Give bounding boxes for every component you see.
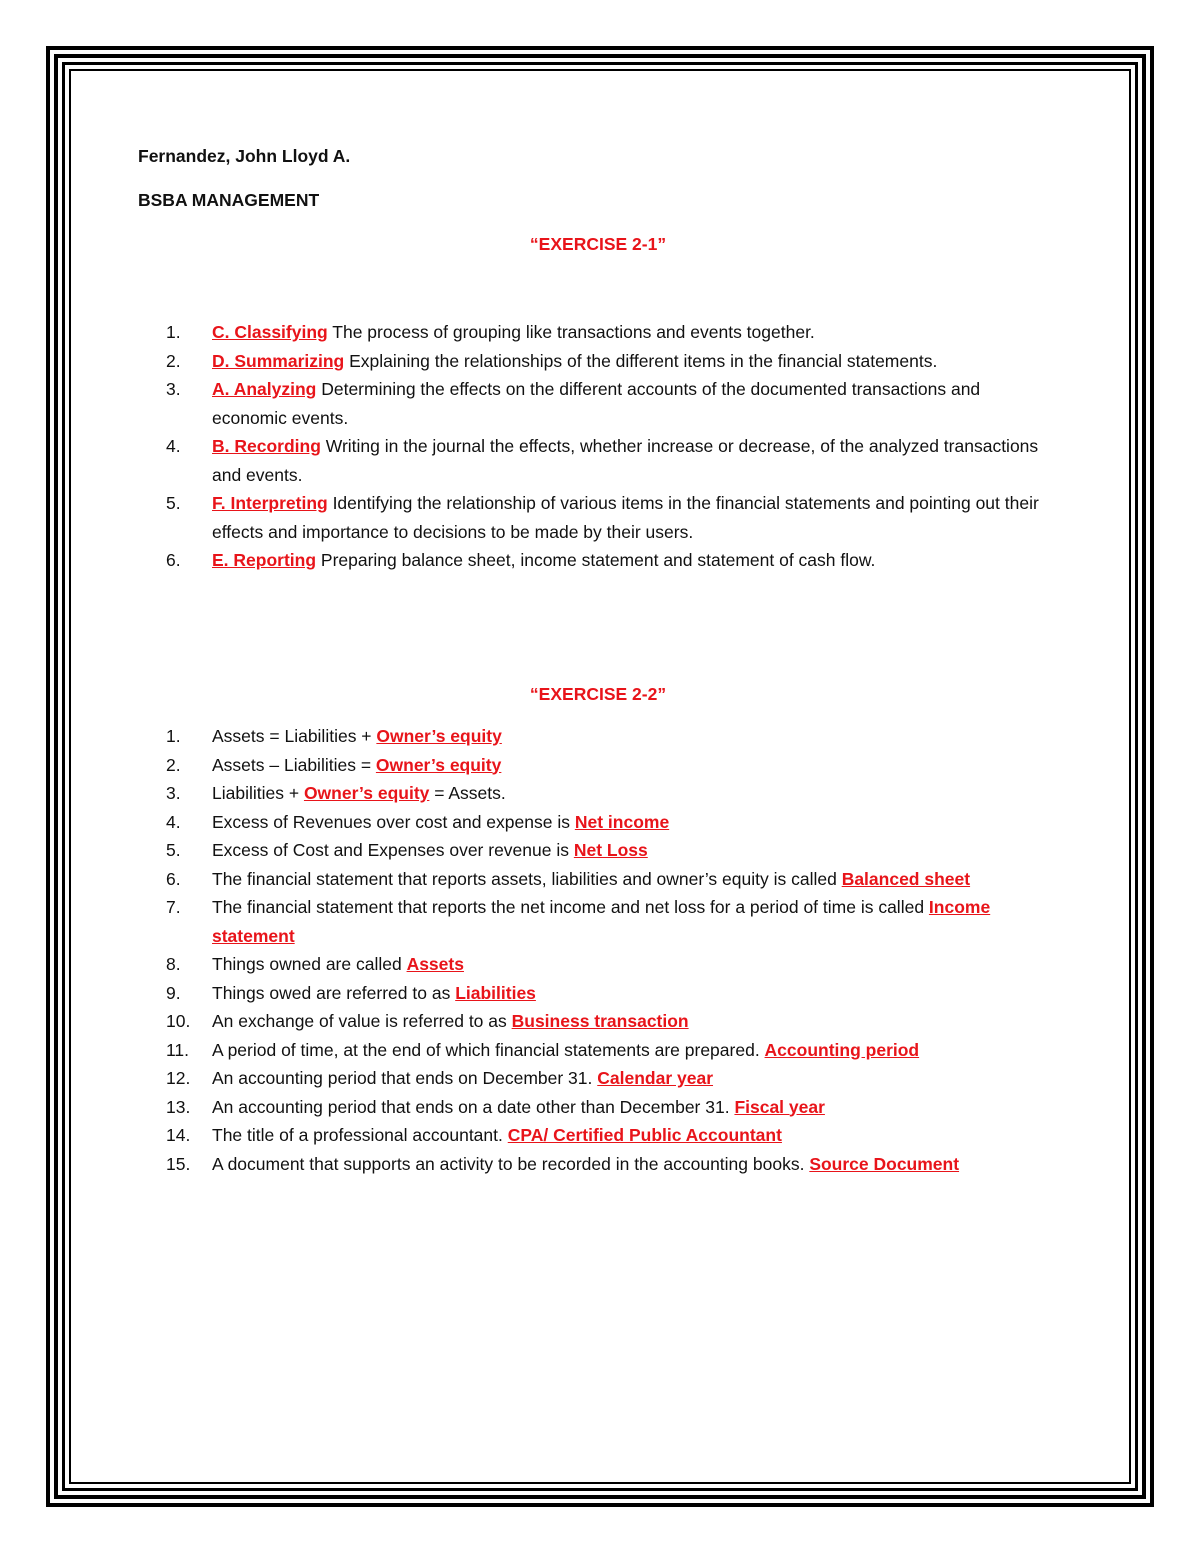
answer-text: A. Analyzing bbox=[212, 379, 317, 399]
item-number: 3. bbox=[166, 379, 181, 399]
answer-text: C. Classifying bbox=[212, 322, 328, 342]
item-number: 8. bbox=[166, 954, 181, 974]
item-number: 3. bbox=[166, 783, 181, 803]
item-number: 2. bbox=[166, 350, 181, 371]
answer-text: Accounting period bbox=[764, 1039, 920, 1060]
item-text: A document that supports an activity to be recorded in the accounting books. bbox=[212, 1153, 810, 1174]
answer-text: Income statement bbox=[212, 897, 991, 946]
item-number: 13. bbox=[166, 1096, 191, 1117]
item-text: Excess of Cost and Expenses over revenue is bbox=[212, 840, 574, 860]
item-text: Assets = Liabilities + bbox=[212, 726, 377, 746]
item-text: An accounting period that ends on December 31. bbox=[212, 1068, 598, 1088]
list-item bbox=[138, 1036, 1048, 1065]
list-item bbox=[138, 865, 1048, 894]
item-number: 11. bbox=[166, 1039, 190, 1060]
answer-text: Net income bbox=[574, 811, 670, 832]
item-text: Excess of Revenues over cost and expense is bbox=[212, 811, 575, 832]
answer-text: F. Interpreting bbox=[212, 493, 328, 513]
answer-text: Balanced sheet bbox=[841, 868, 971, 889]
exercise-2-1-list bbox=[138, 318, 1048, 575]
exercise-2-2-list bbox=[138, 722, 1048, 1178]
item-number: 5. bbox=[166, 493, 181, 513]
answer-text: Owner’s equity bbox=[375, 754, 502, 775]
item-number: 2. bbox=[166, 754, 181, 775]
item-number: 10. bbox=[166, 1011, 191, 1031]
student-name: Fernandez, John Lloyd A. bbox=[138, 146, 351, 166]
item-number: 4. bbox=[166, 811, 181, 832]
item-number: 9. bbox=[166, 982, 181, 1003]
answer-text: B. Recording bbox=[212, 436, 321, 456]
answer-text: Liabilities bbox=[455, 982, 536, 1003]
list-item bbox=[138, 1007, 1048, 1036]
answer-text: Owner’s equity bbox=[303, 783, 430, 803]
answer-text: Assets bbox=[406, 954, 464, 974]
item-text: The financial statement that reports assets, liabilities and owner’s equity is called bbox=[212, 868, 842, 889]
list-item bbox=[138, 751, 1048, 780]
list-item bbox=[138, 779, 1048, 808]
item-text: The financial statement that reports the net income and net loss for a period of time is called bbox=[212, 897, 929, 917]
item-text: Liabilities + bbox=[212, 783, 304, 803]
list-item bbox=[138, 722, 1048, 751]
item-number: 7. bbox=[166, 897, 181, 917]
item-number: 5. bbox=[166, 840, 181, 860]
answer-text: E. Reporting bbox=[212, 550, 317, 570]
list-item bbox=[138, 836, 1048, 865]
list-item bbox=[138, 979, 1048, 1008]
answer-text: CPA/ Certified Public Accountant bbox=[507, 1125, 782, 1145]
item-text: The title of a professional accountant. bbox=[212, 1125, 508, 1145]
list-item bbox=[138, 1093, 1048, 1122]
item-number: 14. bbox=[166, 1125, 191, 1145]
item-text: Preparing balance sheet, income statement and statement of cash flow. bbox=[316, 550, 876, 570]
answer-text: Business transaction bbox=[511, 1011, 689, 1031]
list-item bbox=[138, 432, 1048, 489]
list-item bbox=[138, 950, 1048, 979]
list-item bbox=[138, 375, 1048, 432]
item-text: Things owned are called bbox=[212, 954, 407, 974]
list-item bbox=[138, 546, 1048, 575]
document-body bbox=[138, 0, 1068, 1553]
item-number: 1. bbox=[166, 726, 181, 746]
item-text: Determining the effects on the different accounts of the documented transactions and economic events. bbox=[212, 379, 981, 428]
list-item bbox=[138, 893, 1048, 950]
item-text-after: = Assets. bbox=[429, 783, 506, 803]
item-text: Things owed are referred to as bbox=[212, 982, 456, 1003]
item-text: Explaining the relationships of the different items in the financial statements. bbox=[344, 350, 938, 371]
item-text: Assets – Liabilities = bbox=[212, 754, 376, 775]
list-item bbox=[138, 1150, 1048, 1179]
answer-text: Owner’s equity bbox=[376, 726, 502, 746]
answer-text: Source Document bbox=[809, 1153, 960, 1174]
item-number: 6. bbox=[166, 550, 181, 570]
item-number: 12. bbox=[166, 1068, 191, 1088]
answer-text: D. Summarizing bbox=[212, 350, 345, 371]
item-number: 4. bbox=[166, 436, 181, 456]
item-number: 15. bbox=[166, 1153, 191, 1174]
list-item bbox=[138, 808, 1048, 837]
answer-text: Net Loss bbox=[573, 840, 648, 860]
item-text: An exchange of value is referred to as bbox=[212, 1011, 512, 1031]
course-name: BSBA MANAGEMENT bbox=[138, 190, 320, 210]
exercise-2-1-title: “EXERCISE 2-1” bbox=[529, 234, 667, 254]
list-item bbox=[138, 318, 1048, 347]
item-text: Identifying the relationship of various items in the financial statements and pointing out their effects and importance to decisions to be made by their users. bbox=[212, 493, 1039, 542]
item-text: An accounting period that ends on a date other than December 31. bbox=[212, 1096, 735, 1117]
list-item bbox=[138, 489, 1048, 546]
list-item bbox=[138, 347, 1048, 376]
list-item bbox=[138, 1121, 1048, 1150]
list-item bbox=[138, 1064, 1048, 1093]
item-text: The process of grouping like transactions and events together. bbox=[327, 322, 815, 342]
item-number: 1. bbox=[166, 322, 181, 342]
item-text: A period of time, at the end of which financial statements are prepared. bbox=[212, 1039, 765, 1060]
item-text: Writing in the journal the effects, whether increase or decrease, of the analyzed transactions and events. bbox=[212, 436, 1039, 485]
exercise-2-2-title: “EXERCISE 2-2” bbox=[529, 684, 667, 704]
answer-text: Calendar year bbox=[597, 1068, 714, 1088]
item-number: 6. bbox=[166, 868, 181, 889]
answer-text: Fiscal year bbox=[734, 1096, 825, 1117]
